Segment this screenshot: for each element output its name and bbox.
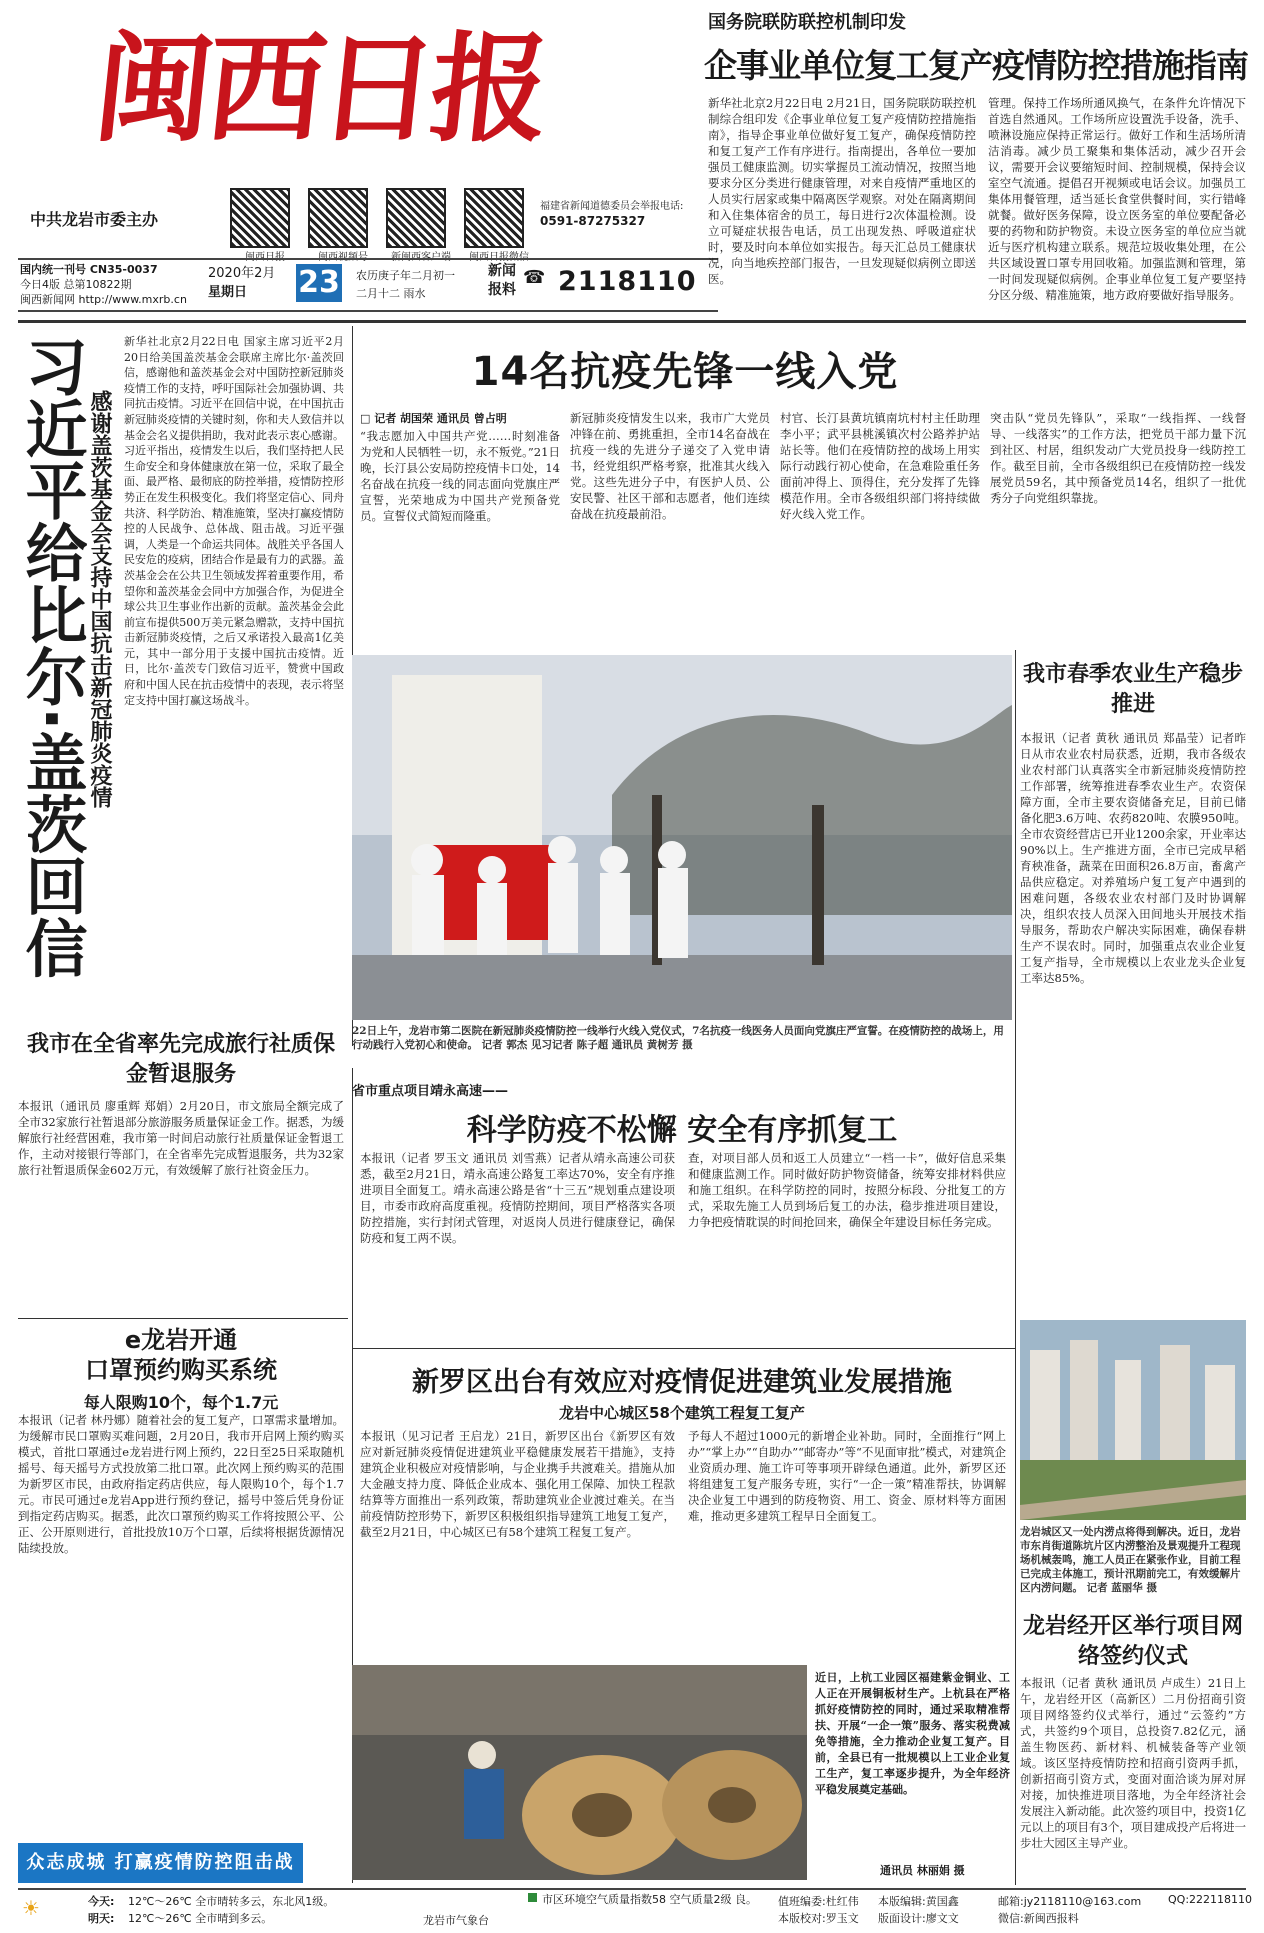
column-rule xyxy=(1015,650,1016,1885)
newspaper-logo: 闽西日报 xyxy=(87,19,551,158)
xinluo-col2: 予每人不超过1000元的新增企业补助。同时，全面推行“网上办”“掌上办”“自助办”“邮寄办”等“不见面审批”模式，对建筑企业资质办理、施工许可等事项开辟绿色通道。此外，新罗区还将组建复工复产服务专班，实行“一企一策”精准帮扶，协调解决企业复工中遇到的防疫物资、用工、资金、原材料等方面困难，推动更多建筑工程早日全面复工。 xyxy=(688,1429,1006,1523)
top-story-col1: 新华社北京2月22日电 2月21日，国务院联防联控机制综合组印发《企事业单位复工复产疫情防控措施指南》，指导企事业单位做好复工复产，确保疫情防控和复工复产工作有序进行。指南提出，各单位一要加强员工健康监测。切实掌握员工流动情况，按照当地要求分区分类进行健康管理，对来自疫情严重地区的人员实行居家或集中隔离医学观察。对处在隔离期间和入住集体宿舍的员工，每日进行2次体温检测。设立可疑症状报告电话，员工出现发热、呼吸道症状时，要及时向本单位如实报告。每天汇总员工健康状况，向当地疾控部门报告，一旦发现疑似病例立即送医。 xyxy=(708,96,976,286)
qr-code-4[interactable]: 闽西日报微信 xyxy=(464,188,534,263)
hotline: 福建省新闻道德委员会举报电话: 0591-87275327 xyxy=(540,201,684,228)
emask-subtitle: 每人限购10个，每个1.7元 xyxy=(83,1393,279,1412)
factory-credit: 通讯员 林丽娟 摄 xyxy=(880,1864,965,1877)
jingkai-body: 本报讯（记者 黄秋 通讯员 卢成生）21日上午，龙岩经开区（高新区）二月份招商引资项目网络签约仪式举行，通过“云签约”方式，共签约9个项目，总投资7.82亿元，涵盖生物医药、新材料、机械装备等产业领域。该区坚持疫情防控和招商引资两手抓，创新招商引资方式，变面对面洽谈为屏对屏对接，加快推进项目落地，为全年经济社会发展注入新动能。此次签约项目中，投资1亿元以上的项目有3个，项目建成投产后将进一步壮大园区主导产业。 xyxy=(1020,1676,1246,1850)
xinluo-col1: 本报讯（见习记者 王启龙）21日，新罗区出台《新罗区有效应对新冠肺炎疫情促进建筑业平稳健康发展若干措施》，支持建筑企业积极应对疫情影响，与企业携手共渡难关。措施从加大金融支持力度、降低企业成本、强化用工保障、加快工程款结算等方面推出一系列政策，帮助建筑业企业渡过难关。在当前疫情防控形势下，新罗区积极组织指导建筑工地复工复产，截至2月21日，中心城区已有58个建筑工程复工复产。 xyxy=(360,1429,675,1539)
party-col3: 村官、长汀县黄坑镇南坑村村主任助理李小平；武平县桃溪镇次村公路养护站站长等。他们在疫情防控的战场上用实际行动践行初心使命，在急难险重任务面前冲得上、顶得住，充分发挥了先锋模范作用。全市各级组织部门将持续做好火线入党工作。 xyxy=(780,411,980,521)
day-number: 23 xyxy=(296,264,342,302)
party-headline: 14名抗疫先锋一线入党 xyxy=(471,349,899,395)
gates-body: 新华社北京2月22日电 国家主席习近平2月20日给美国盖茨基金会联席主席比尔·盖茨回信，感谢他和盖茨基金会对中国防控新冠肺炎疫情工作的支持，呼吁国际社会加强协调、共同抗击疫情。习近平在回信中说，在中国抗击新冠肺炎疫情的关键时刻，你和夫人致信并以基金会名义提供捐助，我对此表示衷心感谢。习近平指出，疫情发生以后，我们坚持把人民生命安全和身体健康放在第一位，采取了最全面、最严格、最彻底的防控举措，疫情防控形势正在发生积极变化。我们将坚定信心、同舟共济、科学防治、精准施策，坚决打赢疫情防控的人民战争、总体战、阻击战。习近平强调，人类是一个命运共同体。战胜关乎各国人民安危的疫病，团结合作是最有力的武器。盖茨基金会在公共卫生领域发挥着重要作用，希望你和盖茨基金会同中方加强合作，为促进全球公共卫生事业作出新的贡献。盖茨基金会此前宣布提供500万美元紧急赠款，支持中国抗击新冠肺炎疫情，之后又承诺投入最高1亿美元，其中一部分用于支援中国抗击疫情。近日，比尔·盖茨专门致信习近平，赞赏中国政府和中国人民在抗击疫情中的表现，表示将坚定支持中国打赢这场战斗。 xyxy=(124,335,344,707)
party-col4: 突击队“党员先锋队”，采取“一线指挥、一线督导、一线落实”的工作方法，把党员干部力量下沉到社区、村居，组织发动广大党员投身一线防控工作。截至目前，全市各级组织已在疫情防控一线发展党员59名，其中预备党员14名，组织了一批优秀分子向党组织靠拢。 xyxy=(990,411,1246,505)
project-headline: 科学防疫不松懈 安全有序抓复工 xyxy=(466,1113,898,1148)
top-story-kicker: 国务院联防联控机制印发 xyxy=(708,12,906,33)
district-photo xyxy=(1020,1320,1246,1520)
travel-headline: 我市在全省率先完成旅行社质保金暂退服务 xyxy=(26,1032,335,1087)
qr-code-3[interactable]: 新闽西客户端 xyxy=(386,188,456,263)
xinluo-subtitle: 龙岩中心城区58个建筑工程复工复产 xyxy=(559,1404,805,1422)
project-kicker: 省市重点项目靖永高速—— xyxy=(352,1084,509,1099)
news-hotline-number: 2118110 xyxy=(558,266,697,297)
district-caption: 龙岩城区又一处内涝点将得到解决。近日，龙岩市东肖街道陈坑片区内涝整治及景观提升工程现场机械轰鸣，施工人员正在紧张作业，目前工程已完成主体施工，预计汛期前完工，有效缓解片区内涝问题。 记者 蓝丽华 摄 xyxy=(1020,1526,1241,1594)
factory-photo xyxy=(352,1665,807,1880)
section-rule xyxy=(352,1348,1015,1349)
gates-subtitle: 感谢盖茨基金会支持中国抗击新冠肺炎疫情 xyxy=(87,390,112,808)
project-col1: 本报讯（记者 罗玉文 通讯员 刘雪燕）记者从靖永高速公司获悉，截至2月21日，靖永高速公路复工率达70%，安全有序推进项目全面复工。靖永高速公路是省“十三五”规划重点建设项目，市委市政府高度重视。疫情防控期间，项目严格落实各项防控措施，实行封闭式管理，对返岗人员进行健康登记，确保防疫和复工两不误。 xyxy=(360,1151,675,1245)
emask-title1: e龙岩开通 xyxy=(124,1326,238,1354)
party-col2: 新冠肺炎疫情发生以来，我市广大党员冲锋在前、勇挑重担，全市14名奋战在抗疫一线的先进分子递交了入党申请书，经党组织严格考察，批准其火线入党。这些先进分子中，有医护人员、公安民警、社区干部和志愿者，他们连续奋战在抗疫最前沿。 xyxy=(570,411,770,521)
oath-ceremony-illustration xyxy=(352,655,1012,1020)
aqi-indicator-icon xyxy=(528,1893,537,1902)
emask-title2: 口罩预约购买系统 xyxy=(85,1356,277,1384)
jingkai-headline: 龙岩经开区举行项目网络签约仪式 xyxy=(1022,1614,1243,1669)
agri-body: 本报讯（记者 黄秋 通讯员 郑晶莹）记者昨日从市农业农村局获悉，近期，我市各级农业农村部门认真落实全市新冠肺炎疫情防控工作部署，统筹推进春季农业生产。农资保障方面，全市主要农资储备充足，目前已储备化肥3.6万吨、农药820吨、农膜950吨。全市农资经营店已开业1200余家，开业率达90%以上。生产推进方面，全市已完成早稻育秧准备，蔬菜在田面积26.8万亩，畜禽产品供应稳定。对养殖场户复工复产中遇到的困难问题，各级农业农村部门及时协调解决，组织农技人员深入田间地头开展技术指导服务，帮助农户解决实际困难，确保春耕生产不误农时。同时，加强重点农业企业复工复产指导，全市规模以上农业龙头企业复工率达85%。 xyxy=(1020,731,1246,985)
footer-bar: ☀ 今天: 12℃～26℃ 全市晴转多云，东北风1级。 明天: 12℃～26℃ 全市晴到多云。 龙岩市气象台 市区环境空气质量指数58 空气质量2级 良。 值班编委:杜红伟 本版编辑:黄国鑫 本版校对:罗玉文 版面设计:廖文文 邮箱:jy2118110@163.com QQ:222118110 微信:新闽西报料 xyxy=(18,1888,1246,1930)
issue-info-bar: 国内统一刊号 CN35-0037 今日4版 总第10822期 闽西新闻网 http://www.mxrb.cn 2020年2月 星期日 23 农历庚子年二月初一 二月十二 雨水 新闻 报料 ☎ 2118110 xyxy=(18,258,718,312)
weather-sun-icon: ☀ xyxy=(22,1896,40,1920)
party-col1: “我志愿加入中国共产党……时刻准备为党和人民牺牲一切，永不叛党。”21日晚，长汀县公安局防控疫情卡口处，14名奋战在抗疫一线的同志面向党旗庄严宣誓，光荣地成为中国共产党预备党员。宣誓仪式简短而隆重。 xyxy=(360,429,560,523)
xinluo-headline: 新罗区出台有效应对疫情促进建筑业发展措施 xyxy=(412,1367,952,1398)
gates-headline: 习近平给比尔·盖茨回信 xyxy=(15,335,88,979)
top-story-title: 企事业单位复工复产疫情防控措施指南 xyxy=(704,46,1248,85)
project-col2: 查，对项目部人员和返工人员建立“一档一卡”，做好信息采集和健康监测工作。同时做好防护物资储备，统筹安排材料供应和施工组织。在科学防控的同时，按照分标段、分批复工的方式，采取先施工人员到场后复工的办法，稳步推进项目建设，力争把疫情耽误的时间抢回来，确保全年建设目标任务完成。 xyxy=(688,1151,1006,1229)
travel-body: 本报讯（通讯员 廖重辉 郑娟）2月20日，市文旅局全额完成了全市32家旅行社暂退部分旅游服务质量保证金工作。据悉，为缓解旅行社经营困难，我市第一时间启动旅行社质量保证金暂退工作，主动对接银行等部门，在全省率先完成暂退服务，共为32家旅行社暂退质保金602万元，有效缓解了旅行社资金压力。 xyxy=(18,1099,344,1177)
masthead-divider xyxy=(18,320,1246,323)
top-story-col2: 管理。保持工作场所通风换气，在条件允许情况下首选自然通风。工作场所应设置洗手设备，洗手、喷淋设施应保持正常运行。做好工作和生活场所清洁消毒。减少员工聚集和集体活动，减少召开会议，需要开会议要缩短时间、控制规模，保持会议室空气流通。提倡召开视频或电话会议。加强员工集体用餐管理，适当延长食堂供餐时间，实行错峰就餐。做好医务保障，设立医务室的单位要配备必要的药物和防护物资。未设立医务室的单位应当就近与医疗机构建立联系。规范垃圾收集处理，在公共区域设置口罩专用回收箱。加强监测和管理，第一时间发现疑似病例。企事业单位复工复产要坚持分区分级、精准施策，地方政府要做好指导服务。 xyxy=(988,96,1246,302)
factory-caption: 近日，上杭工业园区福建紫金铜业、工人正在开展铜板材生产。上杭县在严格抓好疫情防控的同时，通过采取精准帮扶、开展“一企一策”服务、落实税费减免等措施，全力推动企业复工复产。目前，全县已有一批规模以上工业企业复工生产，复工率逐步提升，为全年经济平稳发展奠定基础。 xyxy=(815,1671,1010,1796)
oath-photo-caption: 22日上午，龙岩市第二医院在新冠肺炎疫情防控一线举行火线入党仪式，7名抗疫一线医务人员面向党旗庄严宣誓。在疫情防控的战场上，用行动践行入党初心和使命。 记者 郭杰 见习记者 陈子超 通讯员 黄树芳 摄 xyxy=(352,1025,1004,1051)
district-illustration xyxy=(1020,1320,1246,1520)
factory-illustration xyxy=(352,1665,807,1880)
qr-code-row xyxy=(230,188,534,263)
organizer-label: 中共龙岩市委主办 xyxy=(30,210,159,229)
oath-ceremony-photo xyxy=(352,655,1012,1020)
party-byline: □ 记者 胡国荣 通讯员 曾占明 xyxy=(360,412,507,425)
qr-code-2[interactable]: 闽西视频号 xyxy=(308,188,378,263)
email-link[interactable]: 邮箱:jy2118110@163.com xyxy=(998,1895,1142,1908)
qr-code-1[interactable]: 闽西日报 xyxy=(230,188,300,263)
emask-body: 本报讯（记者 林丹娜）随着社会的复工复产，口罩需求量增加。为缓解市民口罩购买难问题，2月20日，我市开启网上预约购买模式，首批口罩通过e龙岩进行网上预约，22日至25日采取随机摇号、每天摇号方式投放第二批口罩。此次网上预约购买的范围为新罗区市民，由政府指定药店供应，每人限购10个，每个1.7元。市民可通过e龙岩App进行预约登记，摇号中签后凭身份证到指定药店购买。据悉，此次口罩预约购买工作将按照公平、公正、公开原则进行，首批投放10万个口罩，后续将根据货源情况陆续投放。 xyxy=(18,1413,344,1555)
agri-headline: 我市春季农业生产稳步推进 xyxy=(1022,662,1243,717)
campaign-banner: 众志成城 打赢疫情防控阻击战 xyxy=(18,1843,303,1883)
section-rule xyxy=(18,1318,348,1319)
phone-icon: ☎ xyxy=(523,267,546,288)
